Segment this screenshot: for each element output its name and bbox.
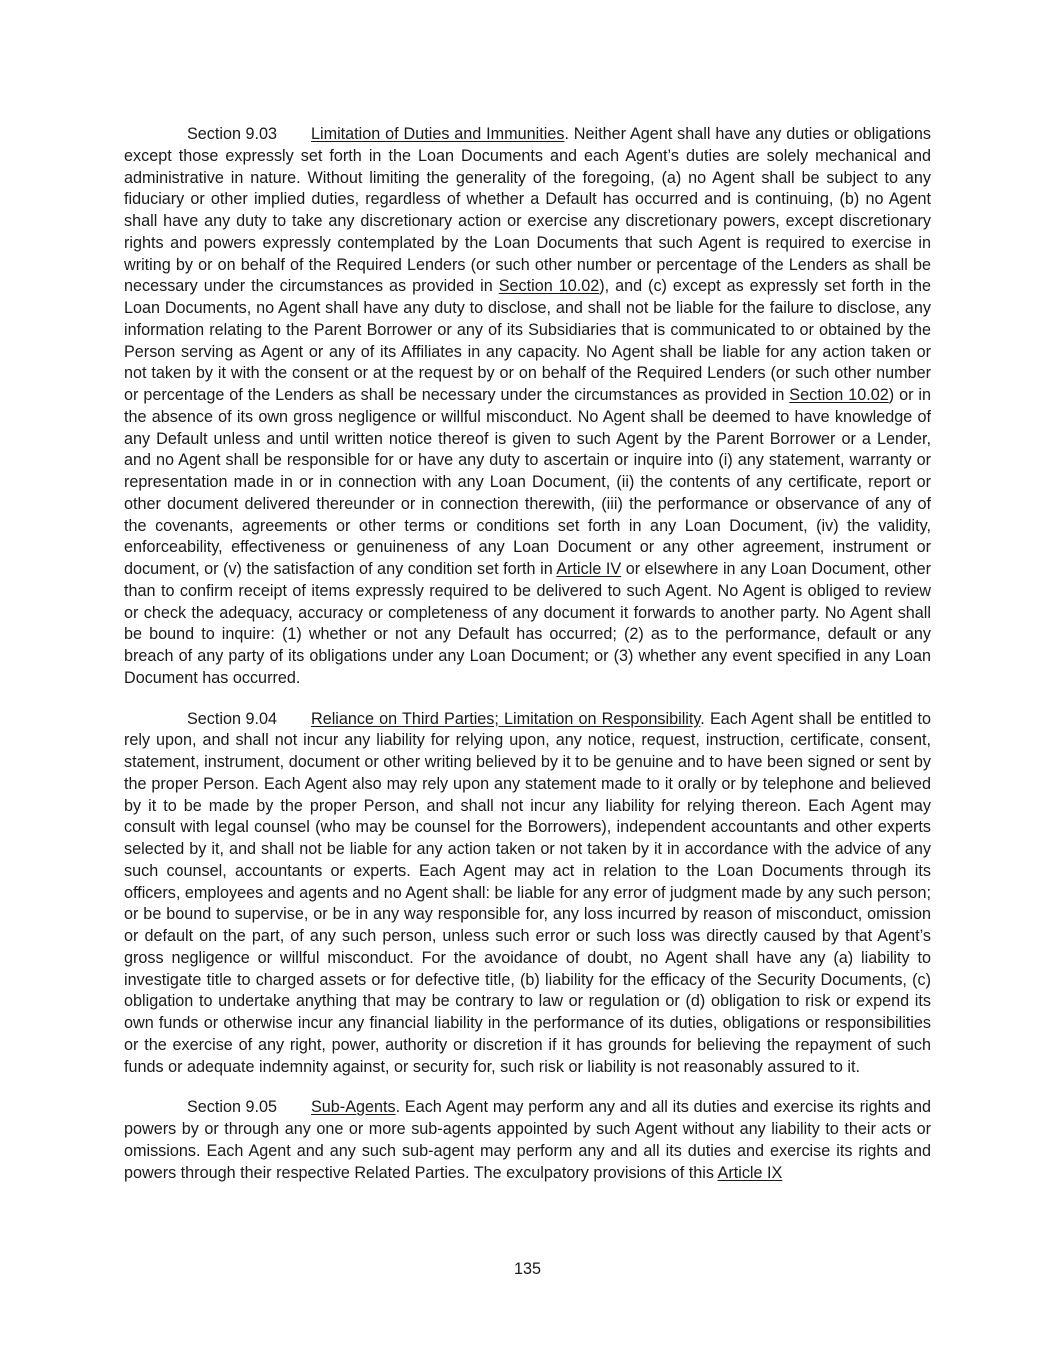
- body-text: ), and (c) except as expressly set forth in the Loan Documents, no Agent shall have any duty to disclose, and shall not be liable for the failure to disclose, any information relating to the Parent Borrower or any of its Subsidiaries that is communicated to or obtained by the Person serving as Agent or any of its Affiliates in any capacity. No Agent shall be liable for any action taken or not taken by it with the consent or at the request by or on behalf of the Required Lenders (or such other number or percentage of the Lenders as shall be necessary under the circumstances as provided in: [124, 277, 931, 404]
- section-number: Section 9.03: [187, 125, 277, 143]
- section-9-03: [124, 124, 931, 690]
- cross-reference: Section 10.02: [498, 277, 600, 296]
- section-9-05: [124, 1097, 931, 1184]
- section-title: Reliance on Third Parties; Limitation on Responsibility: [311, 709, 701, 728]
- page-number: 135: [513, 1260, 541, 1278]
- section-9-04: [124, 709, 931, 1079]
- section-number: Section 9.04: [187, 709, 277, 728]
- document-page: [124, 124, 931, 1203]
- section-title: Sub-Agents: [311, 1098, 396, 1117]
- body-text: . Each Agent may perform any and all its duties and exercise its rights and powers by or through any one or more sub-agents appointed by such Agent without any liability to their acts or omissions. Each Agent and any such sub-agent may perform any and all its duties and exercise its rights and powers through their respective Related Parties. The exculpatory provisions of this: [124, 1098, 931, 1182]
- body-text: or elsewhere in any Loan Document, other than to confirm receipt of items expressly required to be delivered to such Agent. No Agent is obliged to review or check the adequacy, accuracy or completeness of any document it forwards to another party. No Agent shall be bound to inquire: (1) whether or not any Default has occurred; (2) as to the performance, default or any breach of any party of its obligations under any Loan Document; or (3) whether any event specified in any Loan Document has occurred.: [124, 560, 931, 687]
- cross-reference: Article IV: [556, 560, 622, 578]
- body-text: . Each Agent shall be entitled to rely upon, and shall not incur any liability for relying upon, any notice, request, instruction, certificate, consent, statement, instrument, document or other writing believed by it to be genuine and to have been signed or sent by the proper Person. Each Agent also may rely upon any statement made to it orally or by telephone and believed by it to be made by the proper Person, and shall not incur any liability for relying thereon. Each Agent may consult with legal counsel (who may be counsel for the Borrowers), independent accountants and other experts selected by it, and shall not be liable for any action taken or not taken by it in accordance with the advice of any such counsel, accountants or experts. Each Agent may act in relation to the Loan Documents through its officers, employees and agents and no Agent shall: be liable for any error of judgment made by any such person; or be bound to supervise, or be in any way responsible for, any loss incurred by reason of misconduct, omission or default on the part, of any such person, unless such error or such loss was directly caused by that Agent’s gross negligence or willful misconduct. For the avoidance of doubt, no Agent shall have any (a) liability to investigate title to charged assets or for defective title, (b) liability for the efficacy of the Security Documents, (c) obligation to undertake anything that may be contrary to law or regulation or (d) obligation to risk or expend its own funds or otherwise incur any financial liability in the performance of its duties, obligations or responsibilities or the exercise of any right, power, authority or discretion if it has grounds for believing the repayment of such funds or adequate indemnity against, or security for, such risk or liability is not reasonably assured to it.: [124, 709, 931, 1076]
- cross-reference: Article IX: [717, 1163, 783, 1182]
- body-text: . Neither Agent shall have any duties or obligations except those expressly set forth in the Loan Documents and each Agent’s duties are solely mechanical and administrative in nature. Without limiting the generality of the foregoing, (a) no Agent shall be subject to any fiduciary or other implied duties, regardless of whether a Default has occurred and is continuing, (b) no Agent shall have any duty to take any discretionary action or exercise any discretionary powers, except discretionary rights and powers expressly contemplated by the Loan Documents that such Agent is required to exercise in writing by or on behalf of the Required Lenders (or such other number or percentage of the Lenders as shall be necessary under the circumstances as provided in: [124, 125, 932, 296]
- section-number: Section 9.05: [187, 1098, 277, 1117]
- body-text: ) or in the absence of its own gross negligence or willful misconduct. No Agent shall be deemed to have knowledge of any Default unless and until written notice thereof is given to such Agent by the Parent Borrower or a Lender, and no Agent shall be responsible for or have any duty to ascertain or inquire into (i) any statement, warranty or representation made in or in connection with any Loan Document, (ii) the contents of any certificate, report or other document delivered thereunder or in connection therewith, (iii) the performance or observance of any of the covenants, agreements or other terms or conditions set forth in any Loan Document, (iv) the validity, enforceability, effectiveness or genuineness of any Loan Document or any other agreement, instrument or document, or (v) the satisfaction of any condition set forth in: [124, 386, 932, 578]
- section-title: Limitation of Duties and Immunities: [311, 125, 565, 143]
- cross-reference: Section 10.02: [789, 386, 889, 404]
